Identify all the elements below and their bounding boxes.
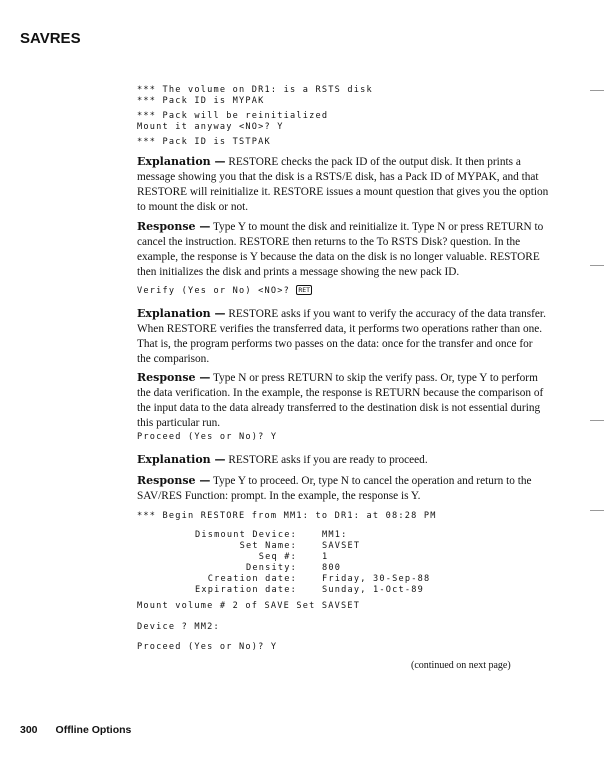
margin-mark — [590, 90, 604, 91]
proceed-prompt: Proceed (Yes or No)? Y — [137, 642, 278, 652]
para-text: RESTORE asks if you are ready to proceed. — [225, 454, 428, 466]
explanation-paragraph — [137, 452, 549, 468]
table-row — [137, 530, 430, 541]
device-line: Device ? MM2: — [137, 622, 220, 632]
code-block-packid — [137, 137, 271, 148]
response-paragraph — [137, 473, 549, 504]
margin-mark — [590, 420, 604, 421]
table-row — [137, 552, 430, 563]
table-row — [137, 563, 430, 574]
margin-mark — [590, 510, 604, 511]
row-value: MM1: — [322, 530, 348, 540]
row-label: Creation date: — [207, 574, 297, 584]
table-row — [137, 585, 430, 596]
continued-note: (continued on next page) — [411, 660, 511, 671]
code-line: Mount it anyway <NO>? Y — [137, 122, 284, 132]
begin-restore-line: *** Begin RESTORE from MM1: to DR1: at 08:28 PM — [137, 511, 437, 521]
row-value: 800 — [322, 563, 342, 573]
table-row — [137, 541, 430, 552]
explanation-paragraph — [137, 154, 549, 215]
row-value: 1 — [322, 552, 329, 562]
mount-volume-line: Mount volume # 2 of SAVE Set SAVSET — [137, 601, 361, 611]
response-paragraph — [137, 370, 549, 431]
code-line: *** The volume on DR1: is a RSTS disk — [137, 85, 373, 95]
page-footer — [20, 724, 149, 736]
return-key-icon: RET — [298, 286, 311, 294]
code-line: *** Pack will be reinitialized — [137, 111, 329, 121]
code-line: *** Pack ID is TSTPAK — [137, 137, 271, 147]
para-label: Response — — [137, 371, 211, 384]
code-block-reinit — [137, 111, 328, 133]
row-label: Seq #: — [258, 552, 297, 562]
saveset-info-table — [137, 530, 430, 596]
row-value: Sunday, 1-Oct-89 — [322, 585, 424, 595]
row-label: Set Name: — [239, 541, 297, 551]
running-header: SAVRES — [20, 30, 81, 47]
table-row — [137, 574, 430, 585]
para-text: Type Y to mount the disk and reinitialize it. Type N or press RETURN to cancel the instruction. RESTORE then returns to the To RSTS Disk? question. In the example, the response is Y because the data on the disk is no longer valuable. RESTORE then initializes the disk and prints a message showing the new pack ID. — [137, 221, 544, 278]
proceed-prompt: Proceed (Yes or No)? Y — [137, 432, 278, 442]
response-paragraph — [137, 219, 549, 280]
para-text: RESTORE asks if you want to verify the accuracy of the data transfer. When RESTORE verifies the transferred data, it performs two operations rather than one. That is, the program performs two passes on the data: once for the transfer and once for the comparison. — [137, 308, 546, 365]
para-label: Response — — [137, 474, 211, 487]
section-title: Offline Options — [55, 724, 132, 736]
prompt-text: Verify (Yes or No) <NO>? — [137, 286, 297, 296]
para-label: Explanation — — [137, 307, 226, 320]
explanation-paragraph — [137, 306, 549, 367]
row-label: Dismount Device: — [195, 530, 297, 540]
para-text: Type Y to proceed. Or, type N to cancel the operation and return to the SAV/RES Function: prompt. In the example, the response is Y. — [137, 475, 532, 502]
row-value: SAVSET — [322, 541, 361, 551]
para-label: Explanation — — [137, 155, 226, 168]
row-value: Friday, 30-Sep-88 — [322, 574, 431, 584]
para-label: Explanation — — [137, 453, 226, 466]
para-label: Response — — [137, 220, 211, 233]
margin-mark — [590, 265, 604, 266]
para-text: Type N or press RETURN to skip the verify pass. Or, type Y to perform the data verification. In the example, the response is RETURN because the comparison of the input data to the data already transferred to the destination disk is not essential during this particular run. — [137, 372, 544, 429]
code-line: *** Pack ID is MYPAK — [137, 96, 265, 106]
para-text: RESTORE checks the pack ID of the output disk. It then prints a message showing you that the disk is a RSTS/E disk, has a Pack ID of MYPAK, and that RESTORE will reinitialize it. RESTORE issues a mount question that gives you the option to mount the disk or not. — [137, 156, 549, 213]
page-number: 300 — [20, 724, 38, 736]
row-label: Density: — [246, 563, 297, 573]
verify-prompt — [137, 285, 312, 297]
code-block-volume — [137, 85, 373, 107]
row-label: Expiration date: — [195, 585, 297, 595]
